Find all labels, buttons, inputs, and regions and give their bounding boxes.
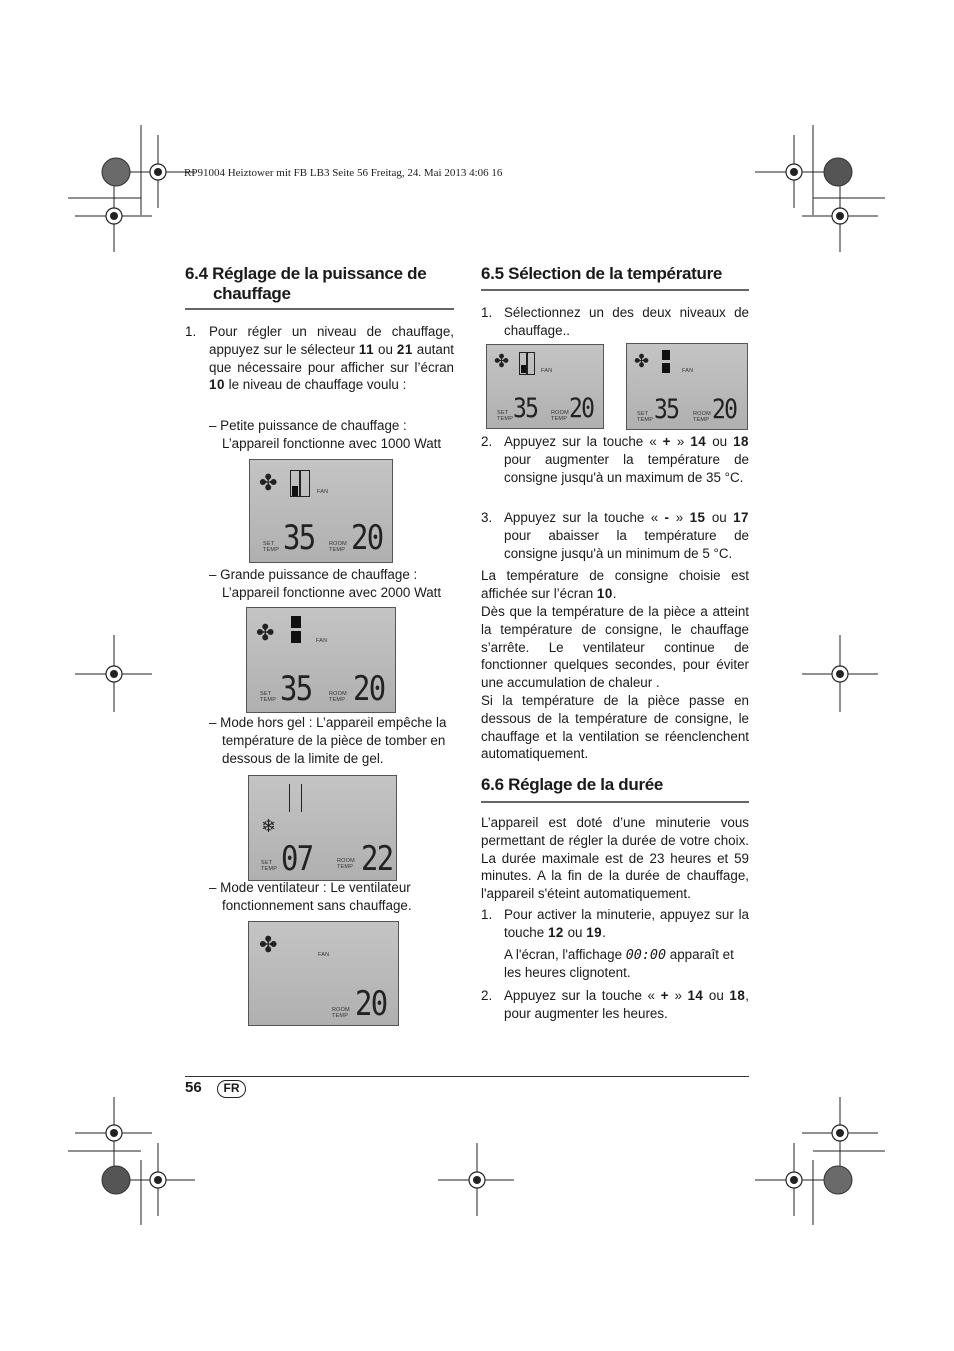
section-rule <box>481 801 749 803</box>
heat-level-fill-bottom <box>291 631 301 643</box>
snowflake-icon: ❄ <box>261 816 277 836</box>
paragraph: L’appareil est doté d’une minuterie vous permettant de régler la durée de votre choix. La durée maximale est de 23 heures et 59 minutes. A la fin de la durée de chauffage, l'appareil s'éteint automatiquement. <box>481 815 749 902</box>
paragraph: La température de consigne choisie est affichée sur l’écran 10. <box>481 568 749 601</box>
section-6-4-title: 6.4 Réglage de la puissance de chauffage <box>185 264 427 303</box>
lcd-display-fan-mode: ✤ FAN ROOM TEMP 20 <box>248 921 399 1026</box>
fan-icon: ✤ <box>256 620 275 645</box>
lcd-display-high-heat: ✤ FAN SET TEMP 35 ROOM TEMP 20 <box>246 607 396 713</box>
fan-icon: ✤ <box>494 351 510 371</box>
lcd-display-high-heat-small: ✤ FAN SET TEMP 35 ROOM TEMP 20 <box>626 343 748 430</box>
list-item: 1. Sélectionnez un des deux niveaux de chauffage.. <box>481 305 749 338</box>
list-item: 1. Pour activer la minuterie, appuyez sur la touche 12 ou 19. A l'écran, l'affichage 00:00 apparaît et les heures clignotent. <box>481 907 749 981</box>
heat-level-fill-top <box>291 616 301 628</box>
heat-level-bar-right <box>301 784 302 812</box>
page-number: 56 <box>185 1079 202 1096</box>
fan-icon: ✤ <box>259 470 278 495</box>
print-header: RP91004 Heiztower mit FB LB3 Seite 56 Freitag, 24. Mai 2013 4:06 16 <box>184 167 503 179</box>
paragraph: Si la température de la pièce passe en dessous de la température de consigne, le chauffage et la ventilation se réenclenchent automatiquement. <box>481 693 749 762</box>
section-6-6-title: 6.6 Réglage de la durée <box>481 775 664 794</box>
language-badge: FR <box>217 1080 246 1098</box>
list-item: – Grande puissance de chauffage : L’appareil fonctionne avec 2000 Watt <box>209 567 442 600</box>
paragraph: Dès que la température de la pièce a atteint la température de consigne, le chauffage s’arrête. Le ventilateur continue de fonctionner quelques secondes, pour éviter une accumulation de chaleur . <box>481 604 749 691</box>
lcd-display-low-heat: ✤ FAN SET TEMP 35 ROOM TEMP 20 <box>249 459 393 563</box>
list-item: 3. Appuyez sur la touche « - » 15 ou 17 pour abaisser la température de consigne jusqu'à un minimum de 5 °C. <box>481 510 750 561</box>
section-rule <box>481 289 749 291</box>
lcd-display-frost-mode: ❄ SET TEMP 07 ROOM TEMP 22 <box>248 775 397 881</box>
fan-icon: ✤ <box>259 932 278 957</box>
list-item: 2. Appuyez sur la touche « + » 14 ou 18, pour augmenter les heures. <box>481 988 750 1021</box>
heat-level-bar-left <box>289 784 290 812</box>
heat-level-fill-top <box>662 350 670 360</box>
heat-level-bar-right <box>527 352 535 375</box>
lcd-display-low-heat-small: ✤ FAN SET TEMP 35 ROOM TEMP 20 <box>486 344 604 429</box>
list-item: – Mode hors gel : L’appareil empêche la température de la pièce de tomber en dessous de la limite de gel. <box>209 715 447 766</box>
heat-level-fill <box>292 486 298 496</box>
list-item: 1. Pour régler un niveau de chauffage, appuyez sur le sélecteur 11 ou 21 autant que nécessaire pour afficher sur l’écran 10 le niveau de chauffage voulu : <box>185 324 454 393</box>
heat-level-fill <box>521 365 526 373</box>
fan-icon: ✤ <box>634 351 650 371</box>
footer-rule <box>185 1076 749 1077</box>
list-item: – Mode ventilateur : Le ventilateur fonctionnement sans chauffage. <box>209 880 412 913</box>
heat-level-fill-bottom <box>662 363 670 373</box>
timer-display: 00:00 <box>625 947 667 963</box>
list-item: 2. Appuyez sur la touche « + » 14 ou 18 pour augmenter la température de consigne jusqu'à un maximum de 35 °C. <box>481 434 750 485</box>
list-item: – Petite puissance de chauffage : L’appareil fonctionne avec 1000 Watt <box>209 418 442 451</box>
section-rule <box>185 308 454 310</box>
section-6-5-title: 6.5 Sélection de la température <box>481 264 723 283</box>
heat-level-bar-right <box>300 470 310 497</box>
